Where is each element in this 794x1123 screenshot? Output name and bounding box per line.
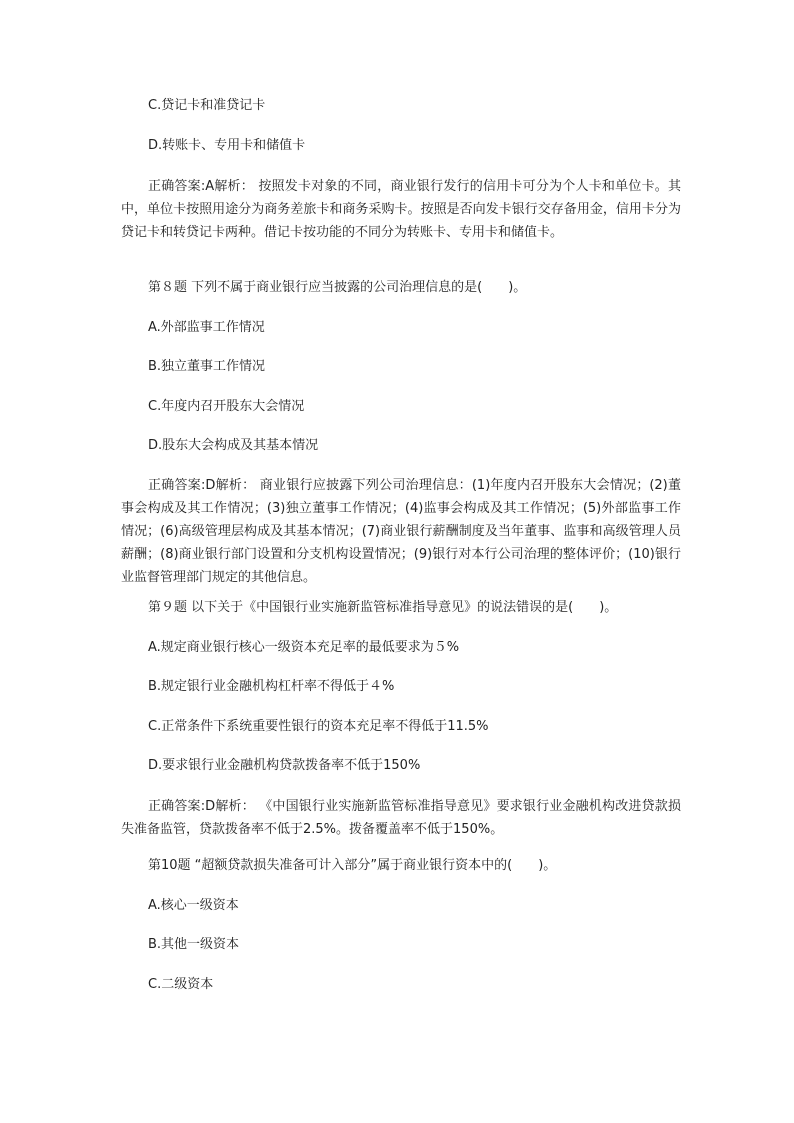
q10-option-c: C.二级资本 bbox=[148, 977, 214, 992]
q9-answer-explanation: 正确答案:D解析： 《中国银行业实施新监管标准指导意见》要求银行业金融机构改进贷款损失准备监管，贷款拨备率不低于2.5%。拨备覆盖率不低于150%。 bbox=[121, 799, 681, 837]
q8-option-d: D.股东大会构成及其基本情况 bbox=[148, 438, 319, 453]
q8-option-b: B.独立董事工作情况 bbox=[148, 359, 266, 374]
q8-question: 第８题 下列不属于商业银行应当披露的公司治理信息的是( )。 bbox=[148, 280, 527, 295]
q9-option-b: B.规定银行业金融机构杠杆率不得低于４% bbox=[148, 679, 395, 694]
q8-option-c: C.年度内召开股东大会情况 bbox=[148, 399, 305, 414]
q8-option-a: A.外部监事工作情况 bbox=[148, 320, 265, 335]
q10-option-a: A.核心一级资本 bbox=[148, 898, 239, 913]
q9-option-a: A.规定商业银行核心一级资本充足率的最低要求为５% bbox=[148, 640, 460, 655]
q8-answer-explanation: 正确答案:D解析： 商业银行应披露下列公司治理信息：(1)年度内召开股东大会情况；(2)董事会构成及其工作情况；(3)独立董事工作情况；(4)监事会构成及其工作情况；(5)外部监事工作情况；(6)高级管理层构成及其基本情况；(7)商业银行薪酬制度及当年董事、监事和高级管理人员薪酬；(8)商业银行部门设置和分支机构设置情况；(9)银行对本行公司治理的整体评价；(10)银行业监督管理部门规定的其他信息。 bbox=[121, 478, 681, 585]
q10-option-b: B.其他一级资本 bbox=[148, 937, 240, 952]
q9-option-c: C.正常条件下系统重要性银行的资本充足率不得低于11.5% bbox=[148, 719, 489, 734]
q7-option-d: D.转账卡、专用卡和储值卡 bbox=[148, 138, 306, 153]
q7-answer-explanation: 正确答案:A解析： 按照发卡对象的不同，商业银行发行的信用卡可分为个人卡和单位卡。其中，单位卡按照用途分为商务差旅卡和商务采购卡。按照是否向发卡银行交存备用金，信用卡分为贷记卡和转贷记卡两种。借记卡按功能的不同分为转账卡、专用卡和储值卡。 bbox=[121, 179, 681, 240]
q10-question: 第10题 “超额贷款损失准备可计入部分”属于商业银行资本中的( )。 bbox=[148, 858, 557, 873]
q7-option-c: C.贷记卡和准贷记卡 bbox=[148, 98, 266, 113]
q9-question: 第９题 以下关于《中国银行业实施新监管标准指导意见》的说法错误的是( )。 bbox=[148, 600, 618, 615]
q9-option-d: D.要求银行业金融机构贷款拨备率不低于150% bbox=[148, 758, 421, 773]
